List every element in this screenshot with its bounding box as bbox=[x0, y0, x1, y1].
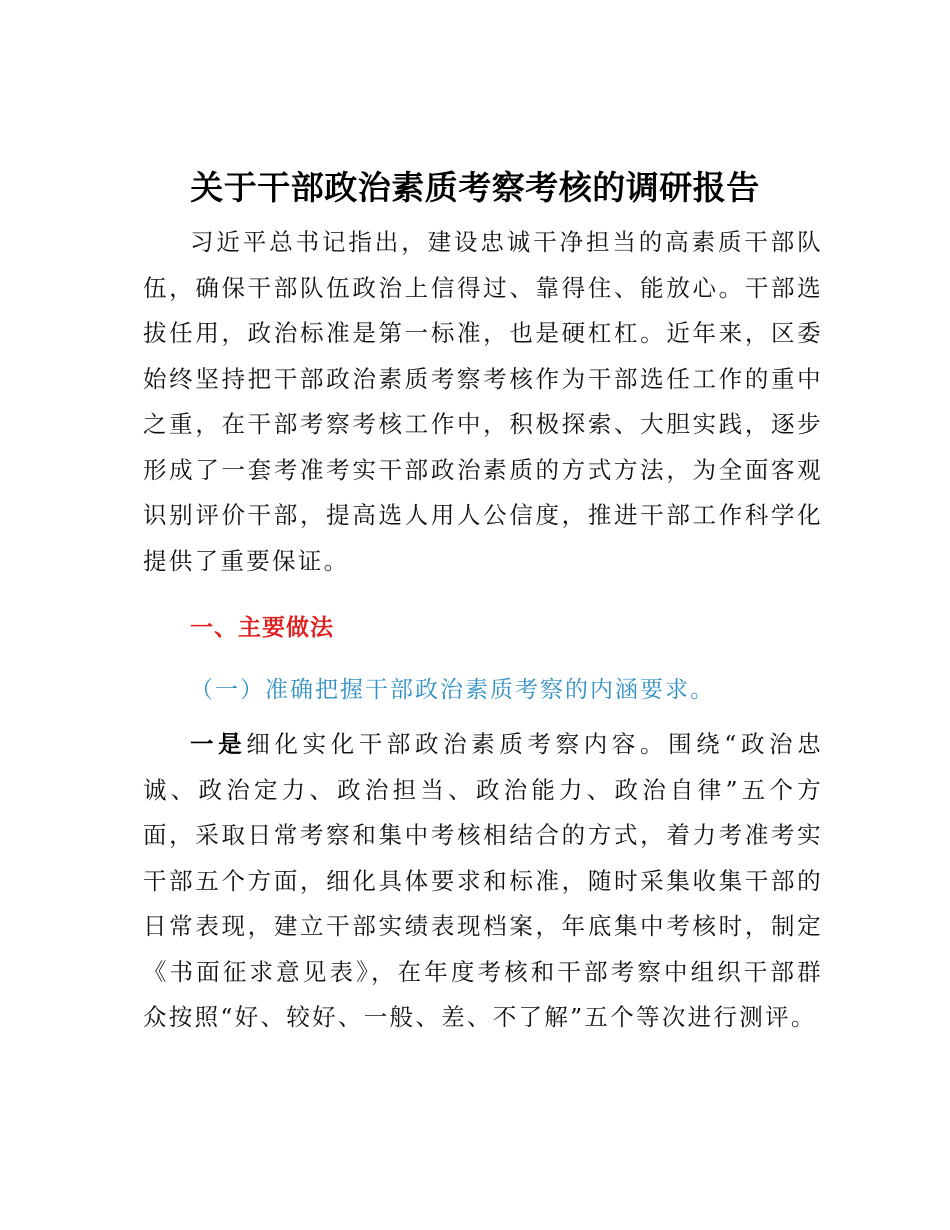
subsection-heading: （一）准确把握干部政治素质考察的内涵要求。 bbox=[190, 677, 715, 703]
point-text: 细化实化干部政治素质考察内容。围绕“政治忠诚、政治定力、政治担当、政治能力、政治自律”五个方面，采取日常考察和集中考核相结合的方式，着力考准考实干部五个方面，细化具体要求和标准，随时采集收集干部的日常表现，建立干部实绩表现档案，年底集中考核时，制定《书面征求意见表》，在年度考核和干部考察中组织干部群众按照“好、较好、一般、差、不了解”五个等次进行测评。 bbox=[143, 730, 823, 1031]
point-lead: 一是 bbox=[190, 730, 247, 758]
intro-paragraph: 习近平总书记指出，建设忠诚干净担当的高素质干部队伍，确保干部队伍政治上信得过、靠得住、能放心。干部选拔任用，政治标准是第一标准，也是硬杠杠。近年来，区委始终坚持把干部政治素质考察考核作为干部选任工作的重中之重，在干部考察考核工作中，积极探索、大胆实践，逐步形成了一套考准考实干部政治素质的方式方法，为全面客观识别评价干部，提高选人用人公信度，推进干部工作科学化提供了重要保证。 bbox=[143, 228, 823, 575]
section-heading: 一、主要做法 bbox=[190, 615, 334, 641]
point-paragraph bbox=[143, 722, 823, 1041]
document-title: 关于干部政治素质考察考核的调研报告 bbox=[190, 168, 760, 207]
